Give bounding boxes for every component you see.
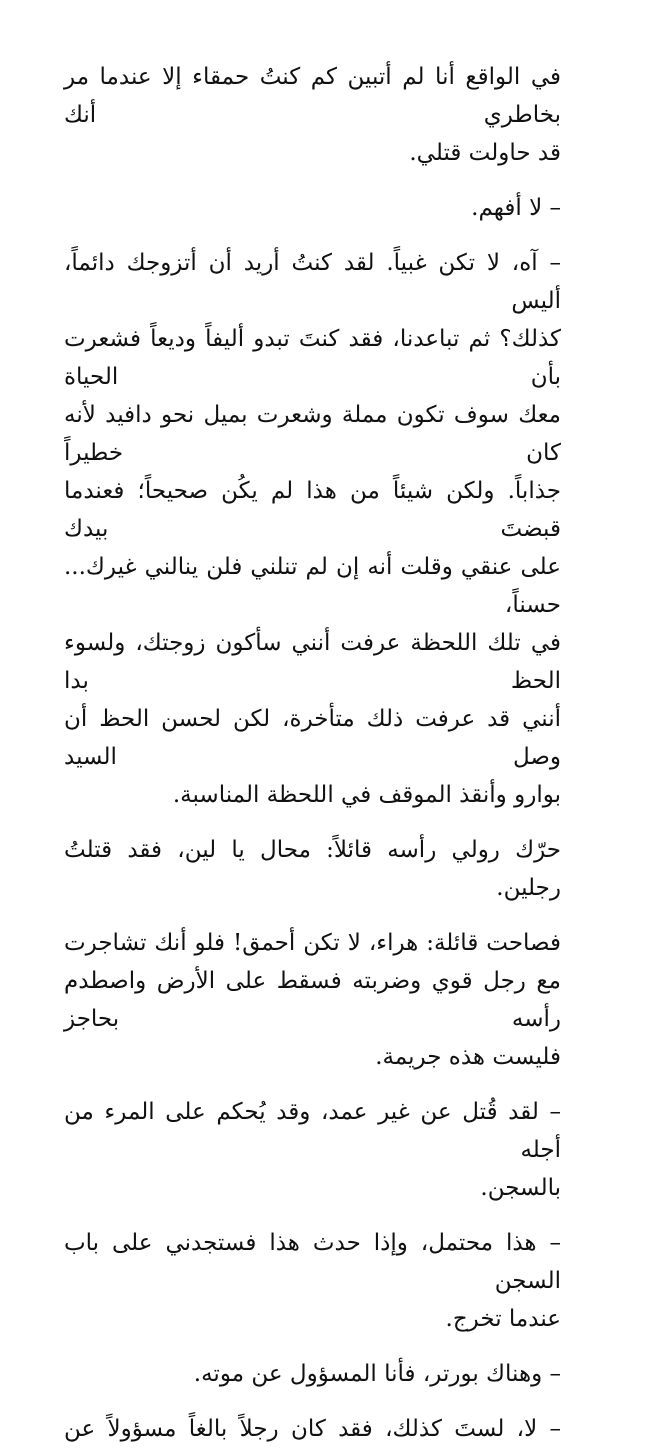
text-line: كذلك؟ ثم تباعدنا، فقد كنتَ تبدو أليفاً وديعاً فشعرت بأن الحياة <box>64 326 561 390</box>
text-line: معك سوف تكون مملة وشعرت بميل نحو دافيد لأنه كان خطيراً <box>64 402 561 466</box>
text-line: في تلك اللحظة عرفت أنني سأكون زوجتك، ولسوء الحظ بدا <box>64 630 561 694</box>
text-line: مع رجل قوي وضربته فسقط على الأرض واصطدم رأسه بحاجز <box>64 968 561 1032</box>
paragraph-6 <box>64 1093 587 1207</box>
text-line: قد حاولت قتلي. <box>409 140 561 166</box>
paragraph-1 <box>64 58 587 172</box>
paragraph-4 <box>64 831 587 907</box>
text-line: – وهناك بورتر، فأنا المسؤول عن موته. <box>193 1361 561 1387</box>
text-line: – لا، لستَ كذلك، فقد كان رجلاً بالغاً مسؤولاً عن <box>64 1416 561 1442</box>
text-line: في الواقع أنا لم أتبين كم كنتُ حمقاء إلا عندما مر بخاطري أنك <box>64 64 561 128</box>
text-line: بوارو وأنقذ الموقف في اللحظة المناسبة. <box>172 782 561 808</box>
text-line: حرّك رولي رأسه قائلاً: محال يا لين، فقد قتلتُ رجلين. <box>64 837 561 901</box>
text-line: بالسجن. <box>480 1175 561 1201</box>
text-line: – هذا محتمل، وإذا حدث هذا فستجدني على باب السجن <box>64 1230 561 1294</box>
text-line: فصاحت قائلة: هراء، لا تكن أحمق! فلو أنك تشاجرت <box>64 930 561 956</box>
paragraph-3 <box>64 244 587 814</box>
text-line: على عنقي وقلت أنه إن لم تنلني فلن ينالني غيرك... حسناً، <box>64 554 561 618</box>
paragraph-8 <box>64 1355 587 1393</box>
text-line: جذاباً. ولكن شيئاً من هذا لم يكُن صحيحاً؛ فعندما قبضتَ بيدك <box>64 478 561 542</box>
paragraph-5 <box>64 924 587 1076</box>
text-line: – آه، لا تكن غبياً. لقد كنتُ أريد أن أتزوجك دائماً، أليس <box>64 250 561 314</box>
paragraph-2 <box>64 189 587 227</box>
text-line: أنني قد عرفت ذلك متأخرة، لكن لحسن الحظ أن وصل السيد <box>64 706 561 770</box>
text-line: – لقد قُتل عن غير عمد، وقد يُحكم على المرء من أجله <box>64 1099 561 1163</box>
text-line: فليست هذه جريمة. <box>375 1044 561 1070</box>
text-line: عندما تخرج. <box>445 1306 561 1332</box>
paragraph-7 <box>64 1224 587 1338</box>
text-line: – لا أفهم. <box>471 195 561 221</box>
paragraph-9 <box>64 1410 587 1448</box>
